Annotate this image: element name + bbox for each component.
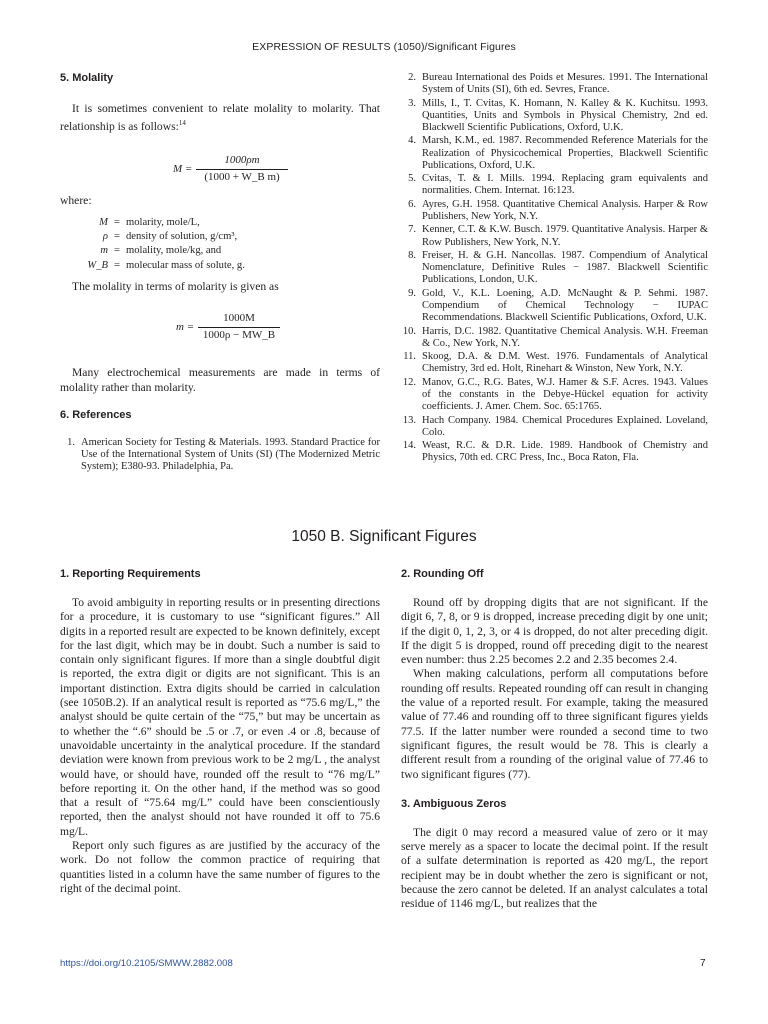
reference-list-right xyxy=(401,72,708,466)
reference-item: 12. Manov, G.C., R.G. Bates, W.J. Hamer & S.F. Acres. 1943. Values of the constants in the Debye-Hückel equation for activity coefficients. J. Amer. Chem. Soc. 65:1765. xyxy=(402,376,708,413)
reporting-section xyxy=(60,568,380,896)
reference-item: 6. Ayres, G.H. 1958. Quantitative Chemical Analysis. Harper & Row Publishers, New York, N.Y. xyxy=(408,198,708,222)
reference-item: 14. Weast, R.C. & D.R. Lide. 1989. Handbook of Chemistry and Physics, 70th ed. CRC Press, Inc., Boca Raton, Fla. xyxy=(402,440,708,464)
definition-row: M = molarity, mole/L, xyxy=(99,216,200,228)
reference-item: 5. Cvitas, T. & I. Mills. 1994. Replacing gram equivalents and normalities. Chem. Internat. 16:123. xyxy=(408,173,708,197)
rounding-paragraph: Round off by dropping digits that are not significant. If the digit 6, 7, 8, or 9 is dropped, increase preceding digit by one unit; if the digit 0, 1, 2, 3, or 4 is dropped, do not alter preceding digit. If the digit 5 is dropped, round off preceding digit to the nearest even number: thus 2.25 becomes 2.2 and 2.35 becomes 2.4. xyxy=(401,596,708,667)
reporting-paragraph: Report only such figures as are justified by the accuracy of the work. Do not follow the common practice of requiring that quantities listed in a column have the same number of figures to the right of the decimal point. xyxy=(60,839,380,895)
reference-item: 9. Gold, V., K.L. Loening, A.D. McNaught & P. Sehmi. 1987. Compendium of Chemical Technology − IUPAC Recommendations. Blackwell Scientific Publications, Oxford, U.K. xyxy=(408,287,708,324)
definition-row: ρ = density of solution, g/cm³, xyxy=(102,231,238,243)
ambiguous-zeros-heading: 3. Ambiguous Zeros xyxy=(401,797,507,810)
doi-link[interactable]: https://doi.org/10.2105/SMWW.2882.008 xyxy=(60,958,233,969)
reference-item: 13. Hach Company. 1984. Chemical Procedures Explained. Loveland, Colo. xyxy=(402,414,708,438)
rounding-paragraph: When making calculations, perform all computations before rounding off results. Repeated rounding off can result in changing the value of a reported result. For example, taking the measured value of 77.46 and rounding off to three significant figures yields 77.5. If the latter number were rounded a second time to two significant figures, the result would be 78. This is clearly a different result from a rounding of the original value of 77.46 to two significant figures (77). xyxy=(401,667,708,781)
rounding-heading: 2. Rounding Off xyxy=(401,568,484,580)
section-title: 1050 B. Significant Figures xyxy=(291,528,477,545)
molality-section xyxy=(60,72,380,475)
reference-item: 8. Freiser, H. & G.H. Nancollas. 1987. Compendium of Analytical Nomenclature, Definitive Rules − 1987. Blackwell Scientific Publications, London, U.K. xyxy=(408,249,708,286)
reference-item: 2. Bureau International des Poids et Mesures. 1991. The International System of Units (SI), 6th ed. Sevres, France. xyxy=(408,72,708,96)
reference-item: 7. Kenner, C.T. & K.W. Busch. 1979. Quantitative Analysis. Harper & Row Publishers, New York, N.Y. xyxy=(408,224,708,248)
where-label: where: xyxy=(60,194,92,208)
reference-item: 3. Mills, I., T. Cvitas, K. Homann, N. Kalley & K. Kuchitsu. 1993. Quantities, Units and Symbols in Physical Chemistry, 2nd ed. Blackwell Scientific Publications, Oxford, U.K. xyxy=(408,97,708,133)
references-heading: 6. References xyxy=(60,408,132,421)
ambiguous-zeros-paragraph: The digit 0 may record a measured value of zero or it may serve merely as a spacer to locate the decimal point. If the result of a sulfate determination is reported as 420 mg/L, the report recipient may be in doubt whether the zero is significant or not, because the zero cannot be deleted. If an analyst calculates a total residue of 1146 mg/L, but realizes that the xyxy=(401,825,708,911)
definition-row: m = molality, mole/kg, and xyxy=(100,245,222,257)
molality-formula: M = 1000ρm (1000 + W_B m) xyxy=(60,154,380,188)
molality-closing: Many electrochemical measurements are made in terms of molality rather than molarity. xyxy=(60,366,380,394)
molarity-formula: m = 1000M 1000ρ − MW_B xyxy=(60,312,380,346)
molality-in-terms: The molality in terms of molarity is given as xyxy=(72,279,279,293)
reference-item: 11. Skoog, D.A. & D.M. West. 1976. Fundamentals of Analytical Chemistry, 3rd ed. Holt, Rinehart & Winston, New York, N.Y. xyxy=(403,351,708,375)
definition-row: W_B = molecular mass of solute, g. xyxy=(87,259,245,271)
reference-item: 4. Marsh, K.M., ed. 1987. Recommended Reference Materials for the Realization of Physicochemical Properties, Blackwell Scientific Publications, Oxford, U.K. xyxy=(408,135,708,171)
molality-heading: 5. Molality xyxy=(60,72,114,84)
page-number: 7 xyxy=(700,958,706,969)
reporting-paragraph: To avoid ambiguity in reporting results or in presenting directions for a procedure, it is customary to use “significant figures.” All digits in a reported result are expected to be known definitely, except for the last digit, which may be in doubt. Such a number is said to contain only significant figures. If more than a single doubtful digit is reported, the extra digit or digits are not significant. This is an important distinction. Extra digits should be carried in calculation (see 1050B.2). If an analytical result is reported as “75.6 mg/L,” the analyst should be quite certain of the “75,” but may be uncertain as to whether the “.6” should be .5 or .7, or even .4 or .8, because of unavoidable uncertainty in the analytical procedure. If the standard deviation were known from previous work to be 2 mg/L , the analyst would have, or should have, rounded off the result to “76 mg/L” before reporting it. On the other hand, if the method was so good that a result of “75.64 mg/L” could have been conscientiously reported, then the analyst should not have rounded it off to 75.6 mg/L. xyxy=(60,596,380,838)
reporting-heading: 1. Reporting Requirements xyxy=(60,568,201,580)
reference-item: 1. American Society for Testing & Materials. 1993. Standard Practice for Use of the International System of Units (SI) (The Modernized Metric System); E380-93. Philadelphia, Pa. xyxy=(67,436,380,473)
reference-item: 10. Harris, D.C. 1982. Quantitative Chemical Analysis. W.H. Freeman & Co., New York, N.Y. xyxy=(402,325,708,349)
reference-list-left xyxy=(60,437,380,474)
molality-intro: It is sometimes convenient to relate molality to molarity. That relationship is as follows:$^{14}$ xyxy=(60,102,380,134)
running-head: EXPRESSION OF RESULTS (1050)/Significant Figures xyxy=(252,41,516,53)
variable-definitions xyxy=(60,216,380,273)
rounding-section xyxy=(401,568,708,912)
